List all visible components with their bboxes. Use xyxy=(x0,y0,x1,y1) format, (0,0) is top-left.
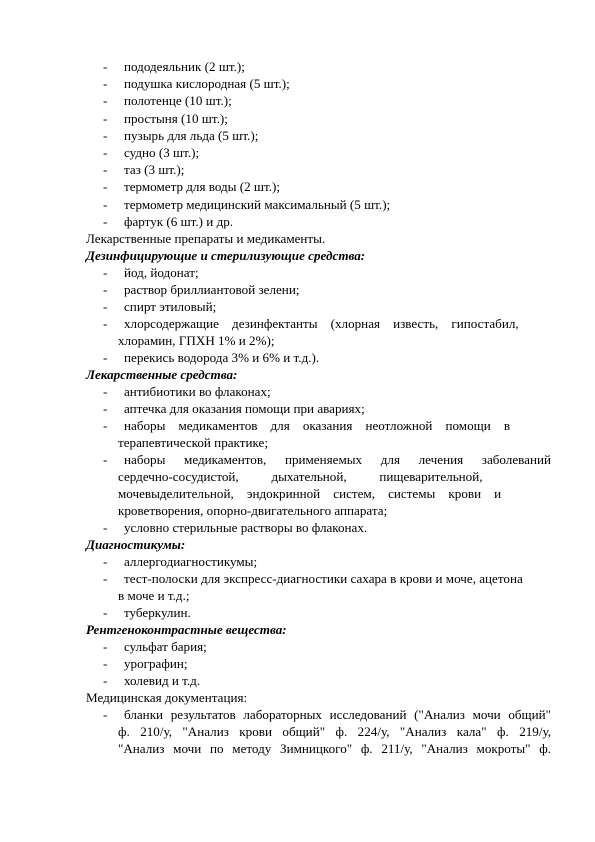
bullet-dash: - xyxy=(103,110,108,126)
heading-diagnostics: Диагностикумы: xyxy=(86,536,186,552)
bullet-dash: - xyxy=(103,213,108,229)
list-item-text: ф. 210/у, "Анализ крови общий" ф. 224/у, "Анализ кала" ф. 219/у, xyxy=(118,724,551,739)
list-item xyxy=(0,451,595,468)
list-item xyxy=(0,264,595,281)
list-item xyxy=(0,110,595,127)
list-item-text: подушка кислородная (5 шт.); xyxy=(124,76,290,92)
heading-drugs: Лекарственные препараты и медикаменты. xyxy=(86,230,326,246)
list-item-text: урографин; xyxy=(124,655,188,671)
list-item xyxy=(0,196,595,213)
list-item-text: таз (3 шт.); xyxy=(124,162,185,178)
list-item-text: фартук (6 шт.) и др. xyxy=(124,213,234,229)
bullet-dash: - xyxy=(103,570,108,586)
list-item xyxy=(0,58,595,75)
list-item-continuation xyxy=(0,723,595,740)
list-item xyxy=(0,400,595,417)
list-item-continuation xyxy=(0,332,595,349)
list-item xyxy=(0,144,595,161)
list-item-continuation xyxy=(0,587,595,604)
list-item-continuation xyxy=(0,740,595,757)
list-item xyxy=(0,92,595,109)
bullet-dash: - xyxy=(103,400,108,416)
list-item-text: туберкулин. xyxy=(124,604,191,620)
list-item xyxy=(0,519,595,536)
list-item-continuation xyxy=(0,434,595,451)
list-item-text: наборы медикаментов, применяемых для лечения заболеваний xyxy=(124,451,551,467)
list-item-text: аптечка для оказания помощи при авариях; xyxy=(124,400,365,416)
bullet-dash: - xyxy=(103,383,108,399)
heading-medicines: Лекарственные средства: xyxy=(86,366,238,382)
bullet-dash: - xyxy=(103,281,108,297)
list-item-text: сульфат бария; xyxy=(124,638,207,654)
list-item xyxy=(0,281,595,298)
bullet-dash: - xyxy=(103,127,108,143)
bullet-dash: - xyxy=(103,93,108,109)
list-item xyxy=(0,213,595,230)
list-item xyxy=(0,127,595,144)
list-item xyxy=(0,570,595,587)
bullet-dash: - xyxy=(103,196,108,212)
list-item xyxy=(0,638,595,655)
list-item xyxy=(0,298,595,315)
bullet-dash: - xyxy=(103,638,108,654)
section-heading xyxy=(0,689,595,706)
list-item xyxy=(0,604,595,621)
list-item-text: перекись водорода 3% и 6% и т.д.). xyxy=(124,349,320,365)
list-item xyxy=(0,315,595,332)
subsection-heading xyxy=(0,366,595,383)
list-item-text: холевид и т.д. xyxy=(124,672,201,688)
bullet-dash: - xyxy=(103,145,108,160)
list-item-text: кроветворения, опорно-двигательного аппарата; xyxy=(118,502,388,518)
list-item-text: спирт этиловый; xyxy=(124,298,217,314)
heading-medical-docs: Медицинская документация: xyxy=(86,689,248,705)
list-item xyxy=(0,383,595,400)
list-item xyxy=(0,161,595,178)
bullet-dash: - xyxy=(103,349,108,365)
bullet-dash: - xyxy=(103,59,108,74)
bullet-dash: - xyxy=(103,264,108,280)
list-item xyxy=(0,75,595,92)
list-item-text: пузырь для льда (5 шт.); xyxy=(124,127,259,143)
bullet-dash: - xyxy=(103,76,108,92)
list-item-text: хлорсодержащие дезинфектанты (хлорная известь, гипостабил, xyxy=(124,315,519,331)
bullet-dash: - xyxy=(103,162,108,178)
list-item-text: аллергодиагностикумы; xyxy=(124,553,258,569)
list-item-text: терапевтической практике; xyxy=(118,434,268,450)
list-item-text: наборы медикаментов для оказания неотложной помощи в xyxy=(124,417,511,433)
list-item-continuation xyxy=(0,485,595,502)
list-item-text: "Анализ мочи по методу Зимницкого" ф. 211/у, "Анализ мокроты" ф. xyxy=(118,741,551,756)
bullet-dash: - xyxy=(103,604,108,620)
list-item-text: судно (3 шт.); xyxy=(124,145,200,160)
list-item-text: раствор бриллиантовой зелени; xyxy=(124,281,300,297)
list-item-text: йод, йодонат; xyxy=(124,264,199,280)
list-item-text: бланки результатов лабораторных исследований ("Анализ мочи общий" xyxy=(124,707,551,722)
bullet-dash: - xyxy=(103,417,108,433)
list-item xyxy=(0,655,595,672)
list-item-text: термометр медицинский максимальный (5 шт.); xyxy=(124,196,391,212)
heading-xray-contrast: Рентгеноконтрастные вещества: xyxy=(86,621,287,637)
section-heading xyxy=(0,230,595,247)
bullet-dash: - xyxy=(103,519,108,535)
list-item xyxy=(0,349,595,366)
bullet-dash: - xyxy=(103,179,108,195)
bullet-dash: - xyxy=(103,315,108,331)
subsection-heading xyxy=(0,247,595,264)
list-item-continuation xyxy=(0,468,595,485)
list-item xyxy=(0,417,595,434)
list-item xyxy=(0,672,595,689)
list-item xyxy=(0,553,595,570)
list-item-text: полотенце (10 шт.); xyxy=(124,93,232,109)
bullet-dash: - xyxy=(103,672,108,688)
list-item-text: термометр для воды (2 шт.); xyxy=(124,179,281,195)
list-item xyxy=(0,178,595,195)
list-item-text: условно стерильные растворы во флаконах. xyxy=(124,519,368,535)
subsection-heading xyxy=(0,536,595,553)
list-item-text: в моче и т.д.; xyxy=(118,587,190,603)
list-item xyxy=(0,706,595,723)
heading-disinfectants: Дезинфицирующие и стерилизующие средства: xyxy=(86,247,366,263)
list-item-continuation xyxy=(0,502,595,519)
subsection-heading xyxy=(0,621,595,638)
bullet-dash: - xyxy=(103,451,108,467)
bullet-dash: - xyxy=(103,655,108,671)
list-item-text: сердечно-сосудистой, дыхательной, пищеварительной, xyxy=(118,468,483,484)
bullet-dash: - xyxy=(103,298,108,314)
list-item-text: тест-полоски для экспресс-диагностики сахара в крови и моче, ацетона xyxy=(124,570,523,586)
bullet-dash: - xyxy=(103,707,108,722)
list-item-text: хлорамин, ГПХН 1% и 2%); xyxy=(118,332,275,348)
list-item-text: антибиотики во флаконах; xyxy=(124,383,271,399)
list-item-text: пододеяльник (2 шт.); xyxy=(124,59,245,74)
bullet-dash: - xyxy=(103,553,108,569)
list-item-text: простыня (10 шт.); xyxy=(124,110,228,126)
list-item-text: мочевыделительной, эндокринной систем, системы крови и xyxy=(118,485,502,501)
